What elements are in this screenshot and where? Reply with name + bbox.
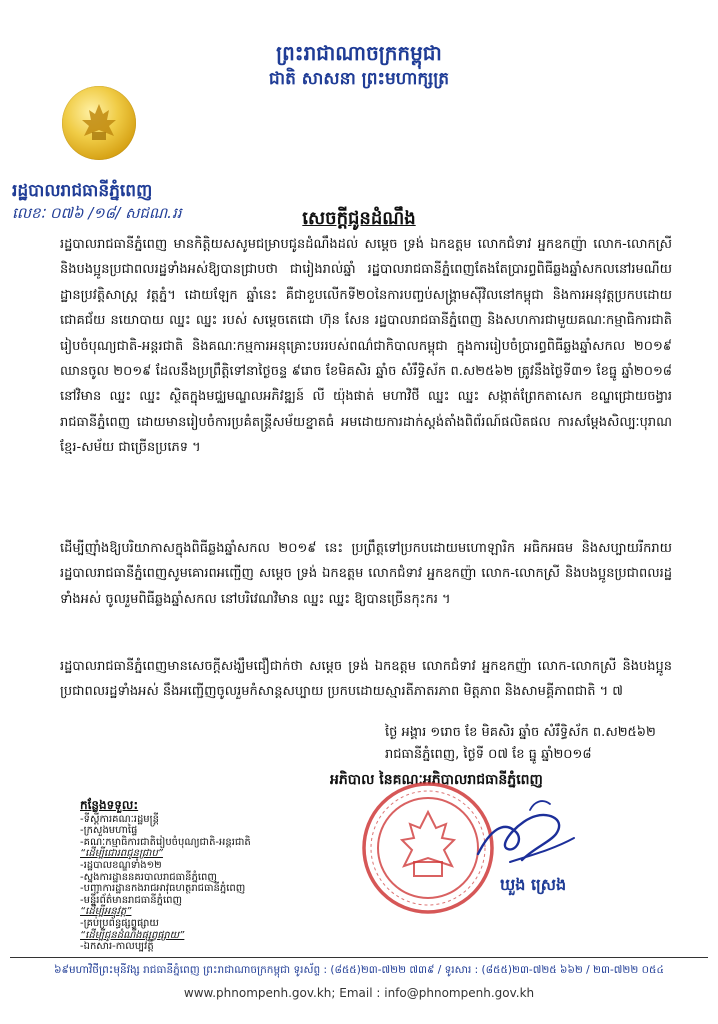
- footer-website-email: www.phnompenh.gov.kh; Email : info@phnompenh.gov.kh: [183, 986, 535, 1000]
- recipient-note: “ដើម្បីអនុវត្ត”: [80, 906, 132, 918]
- lunar-date: ថ្ងៃ អង្គារ ១រោច ខែ មិគសិរ ឆ្នាំច សំរឹទ្ធិស័ក ព.ស២៥៦២: [385, 725, 656, 740]
- recipient-item: -មន្ទីរព័ត៌មានរាជធានីភ្នំពេញ: [80, 894, 182, 906]
- recipient-item: -ស្នងការដ្ឋាននគរបាលរាជធានីភ្នំពេញ: [80, 871, 217, 883]
- recipient-item: -គណៈកម្មាធិការជាតិរៀបចំបុណ្យជាតិ-អន្តរជាតិ: [80, 836, 251, 848]
- recipient-note: “ដើម្បីជោរពជូនជ្រាប”: [80, 848, 163, 860]
- signer-name: ឃួង ស្រេង: [500, 875, 567, 894]
- recipient-item: -បញ្ជាការដ្ឋានកងរាជអាវុធហត្ថរាជធានីភ្នំពេញ: [80, 883, 246, 895]
- body-paragraph-3: រដ្ឋបាលរាជធានីភ្នំពេញមានសេចក្តីសង្ឃឹមជឿជាក់ថា សម្តេច ទ្រង់ ឯកឧត្តម លោកជំទាវ អ្នកឧកញ៉ា លោក-លោកស្រី និងបងប្អូនប្រជាពលរដ្ឋទាំងអស់ នឹងអញ្ជើញចូលរួមកំសាន្តសប្បាយ ប្រកបដោយស្មារតីភាតរភាព មិត្តភាព និងសាមគ្គីភាពជាតិ ។ ៧: [60, 659, 672, 700]
- recipients-list: [80, 800, 251, 953]
- recipient-item: -ឯកសារ-កាលប្បវត្តិ: [80, 941, 154, 953]
- recipient-note: “ដើម្បីជូនដំណឹងផ្សព្វផ្សាយ”: [80, 929, 185, 941]
- recipients-heading: កន្លែងទទួល:: [80, 798, 139, 812]
- footer-divider: [10, 957, 708, 958]
- issuer-name: រដ្ឋបាលរាជធានីភ្នំពេញ: [12, 181, 153, 201]
- body-paragraph-1: រដ្ឋបាលរាជធានីភ្នំពេញ មានកិត្តិយសសូមជម្រាបជូនដំណឹងដល់ សម្តេច ទ្រង់ ឯកឧត្តម លោកជំទាវ អ្នកឧកញ៉ា លោក-លោកស្រី និងបងប្អូនប្រជាពលរដ្ឋទាំងអស់ឱ្យបានជ្រាបថា ជារៀងរាល់ឆ្នាំ រដ្ឋបាលរាជធានីភ្នំពេញតែងតែប្រារព្ធពិធីឆ្លងឆ្នាំសកលនៅរមណីយដ្ឋានប្រវត្តិសាស្ត្រ វត្តភ្នំ។ ដោយឡែក ឆ្នាំនេះ គឺជាខួបលើកទី២០នៃការបញ្ចប់សង្គ្រាមស៊ីវិលនៅកម្ពុជា និងការអនុវត្តប្រកបដោយជោគជ័យ នយោបាយ ឈ្នះ ឈ្នះ របស់ សម្តេចតេជោ ហ៊ុន សែន រដ្ឋបាលរាជធានីភ្នំពេញ និងសហការជាមួយគណៈកម្មាធិការជាតិរៀបចំបុណ្យជាតិ-អន្តរជាតិ និងគណៈកម្មការអនុគ្រោះបររបស់ពណ៌ជាកិបាលកម្ពុជា ក្នុងការរៀបចំប្រារព្ធពិធីឆ្លងឆ្នាំសកល ២០១៩ ឈានចូល ២០១៩ ដែលនឹងប្រព្រឹត្តិទៅនាថ្ងៃចន្ទ ៩រោច ខែមិគសិរ ឆ្នាំច សំរឹទ្ធិស័ក ព.ស២៥៦២ ត្រូវនឹងថ្ងៃទី៣១ ខែធ្នូ ឆ្នាំ២០១៨ នៅវិមាន ឈ្នះ ឈ្នះ ស្ថិតក្នុងមជ្ឈមណ្ឌលអភិវឌ្ឍន៍ លី យ៉ុងផាត់ មហាវិថី ឈ្នះ ឈ្នះ សង្កាត់ព្រែកតាសេក ខណ្ឌជ្រោយចង្វារ រាជធានីភ្នំពេញ ដោយមានរៀបចំការប្រគំតន្ត្រីសម័យខ្នាតធំ អមដោយការដាក់ស្តង់តាំងពិព័រណ៍ផលិតផល ការសម្តែងសិល្បៈបុរាណខ្មែរ-សម័យ ជាច្រើនប្រភេទ ។: [60, 237, 672, 456]
- handwritten-signature: [470, 790, 580, 880]
- signer-title: អភិបាល នៃគណៈអភិបាលរាជធានីភ្នំពេញ: [330, 772, 543, 788]
- emblem-icon: [76, 102, 122, 144]
- body-paragraph-2: ដើម្បីញ៉ាំងឱ្យបរិយាកាសក្នុងពិធីឆ្លងឆ្នាំសកល ២០១៩ នេះ ប្រព្រឹត្តទៅប្រកបដោយមហោឡារិក អធិកអធម និងសប្បាយរីករាយ រដ្ឋបាលរាជធានីភ្នំពេញសូមគោរពអញ្ជើញ សម្តេច ទ្រង់ ឯកឧត្តម លោកជំទាវ អ្នកឧកញ៉ា លោក-លោកស្រី និងបងប្អូនប្រជាពលរដ្ឋទាំងអស់ ចូលរួមពិធីឆ្លងឆ្នាំសកល នៅបរិវេណវិមាន ឈ្នះ ឈ្នះ ឱ្យបានច្រើនកុះករ ។: [60, 541, 672, 607]
- footer-address: ៦៩មហាវិថីព្រះមុនីវង្ស រាជធានីភ្នំពេញ ព្រះរាជាណាចក្រកម្ពុជា ទូរស័ព្ទ : (៨៥៥)២៣-៧២២ ៧៣៩ / ទូរសារ : (៨៥៥)២៣-៧២៥ ៦៦២ / ២៣-៧២២ ០៥៤: [54, 964, 664, 976]
- document-title: សេចក្តីជូនដំណឹង: [302, 208, 416, 229]
- recipient-item: -គ្រប់ប្រព័ន្ធផ្សព្វផ្សាយ: [80, 917, 159, 929]
- recipient-item: -ក្រសួងមហាផ្ទៃ: [80, 825, 138, 837]
- coat-of-arms-logo: [62, 86, 136, 160]
- solar-date: រាជធានីភ្នំពេញ, ថ្ងៃទី ០៧ ខែ ធ្នូ ឆ្នាំ២០១៨: [385, 747, 592, 762]
- kingdom-heading: ព្រះរាជាណាចក្រកម្ពុជា: [276, 41, 442, 65]
- recipient-item: -រដ្ឋបាលខណ្ឌទាំង១២: [80, 859, 162, 871]
- national-motto: ជាតិ សាសនា ព្រះមហាក្សត្រ: [268, 69, 450, 89]
- reference-number: លេខៈ ០៧៦ /១៨/ សជណ.ររ: [12, 204, 182, 222]
- recipient-item: -ទីស្តីការគណៈរដ្ឋមន្ត្រី: [80, 813, 159, 825]
